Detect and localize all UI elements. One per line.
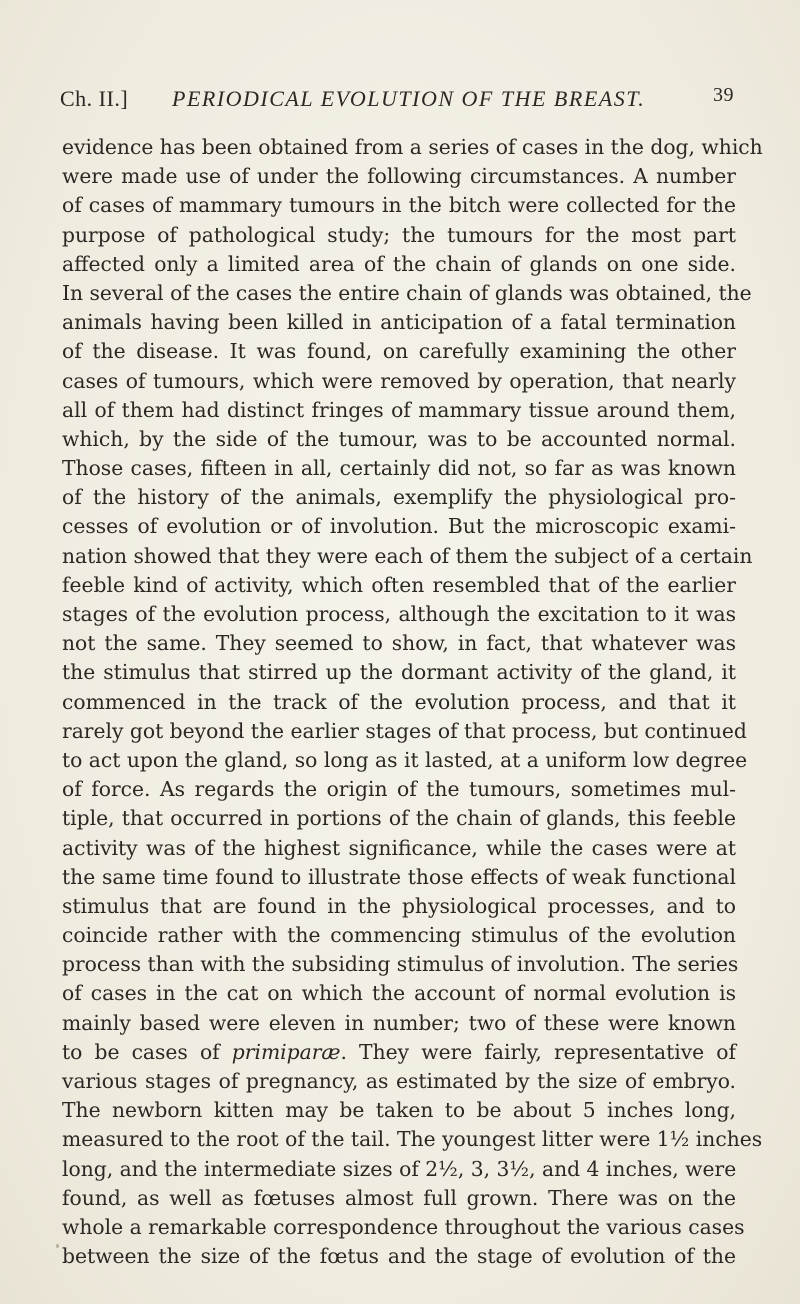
text-line: commenced in the track of the evolution process, and that it	[62, 689, 736, 714]
page-speck	[56, 1244, 59, 1248]
running-header	[60, 86, 736, 114]
text-line-italic	[62, 1038, 736, 1067]
text-line: The newborn kitten may be taken to be about 5 inches long,	[62, 1098, 736, 1123]
text-line: to act upon the gland, so long as it lasted, at a uniform low degree	[62, 747, 748, 772]
italic-line-after: . They were fairly, representative of	[340, 1039, 736, 1064]
text-line: coincide rather with the commencing stimulus of the evolution	[62, 923, 736, 948]
text-line: long, and the intermediate sizes of 2½, 3, 3½, and 4 inches, were	[62, 1156, 737, 1181]
running-title: PERIODICAL EVOLUTION OF THE BREAST.	[172, 86, 646, 111]
text-line: tiple, that occurred in portions of the chain of glands, this feeble	[62, 806, 736, 831]
text-line: various stages of pregnancy, as estimated by the size of embryo.	[62, 1069, 736, 1093]
text-line: of cases of mammary tumours in the bitch were collected for the	[62, 193, 736, 218]
text-line: of cases in the cat on which the account of normal evolution is	[62, 981, 736, 1006]
text-line: cases of tumours, which were removed by operation, that nearly	[62, 368, 736, 393]
text-line: cesses of evolution or of involution. But the microscopic exami-	[62, 514, 736, 539]
text-line: the same time found to illustrate those effects of weak functional	[62, 864, 736, 889]
text-line: which, by the side of the tumour, was to be accounted normal.	[62, 426, 736, 451]
text-line: purpose of pathological study; the tumours for the most part	[62, 222, 736, 247]
text-line: all of them had distinct fringes of mammary tissue around them,	[62, 397, 736, 422]
text-line: whole a remarkable correspondence throughout the various cases	[62, 1214, 745, 1239]
text-line: activity was of the highest significance, while the cases were at	[62, 835, 736, 860]
text-line: stages of the evolution process, although the excitation to it was	[62, 602, 736, 626]
text-line: of force. As regards the origin of the tumours, sometimes mul-	[62, 777, 736, 802]
text-line: nation showed that they were each of them the subject of a certain	[62, 543, 753, 568]
page-number: 39	[713, 84, 734, 106]
italic-term: primiparæ	[231, 1039, 341, 1064]
chapter-reference: Ch. II.]	[60, 86, 129, 111]
text-line: mainly based were eleven in number; two of these were known	[62, 1010, 736, 1035]
text-line: found, as well as fœtuses almost full grown. There was on the	[62, 1185, 736, 1210]
text-line: not the same. They seemed to show, in fact, that whatever was	[62, 631, 736, 656]
text-line: affected only a limited area of the chain of glands on one side.	[62, 251, 736, 276]
text-line: feeble kind of activity, which often resembled that of the earlier	[62, 572, 736, 597]
body-paragraph	[62, 133, 763, 1271]
text-line: of the disease. It was found, on carefully examining the other	[62, 339, 736, 364]
text-line: the stimulus that stirred up the dormant activity of the gland, it	[62, 660, 736, 685]
text-line: Those cases, fifteen in all, certainly did not, so far as was known	[62, 456, 736, 481]
text-line: were made use of under the following circumstances. A number	[62, 164, 736, 189]
text-line: measured to the root of the tail. The youngest litter were 1½ inches	[62, 1127, 763, 1152]
text-line: process than with the subsiding stimulus of involution. The series	[62, 952, 739, 977]
text-line: evidence has been obtained from a series of cases in the dog, which	[62, 135, 763, 159]
text-line: stimulus that are found in the physiological processes, and to	[62, 893, 736, 918]
text-line: between the size of the fœtus and the stage of evolution of the	[62, 1244, 736, 1269]
text-line: animals having been killed in anticipation of a fatal termination	[62, 310, 736, 335]
italic-line-before: to be cases of	[62, 1039, 232, 1064]
text-line: rarely got beyond the earlier stages of that process, but continued	[62, 718, 747, 743]
text-line: of the history of the animals, exemplify the physiological pro-	[62, 485, 736, 510]
text-line: In several of the cases the entire chain of glands was obtained, the	[62, 280, 752, 305]
